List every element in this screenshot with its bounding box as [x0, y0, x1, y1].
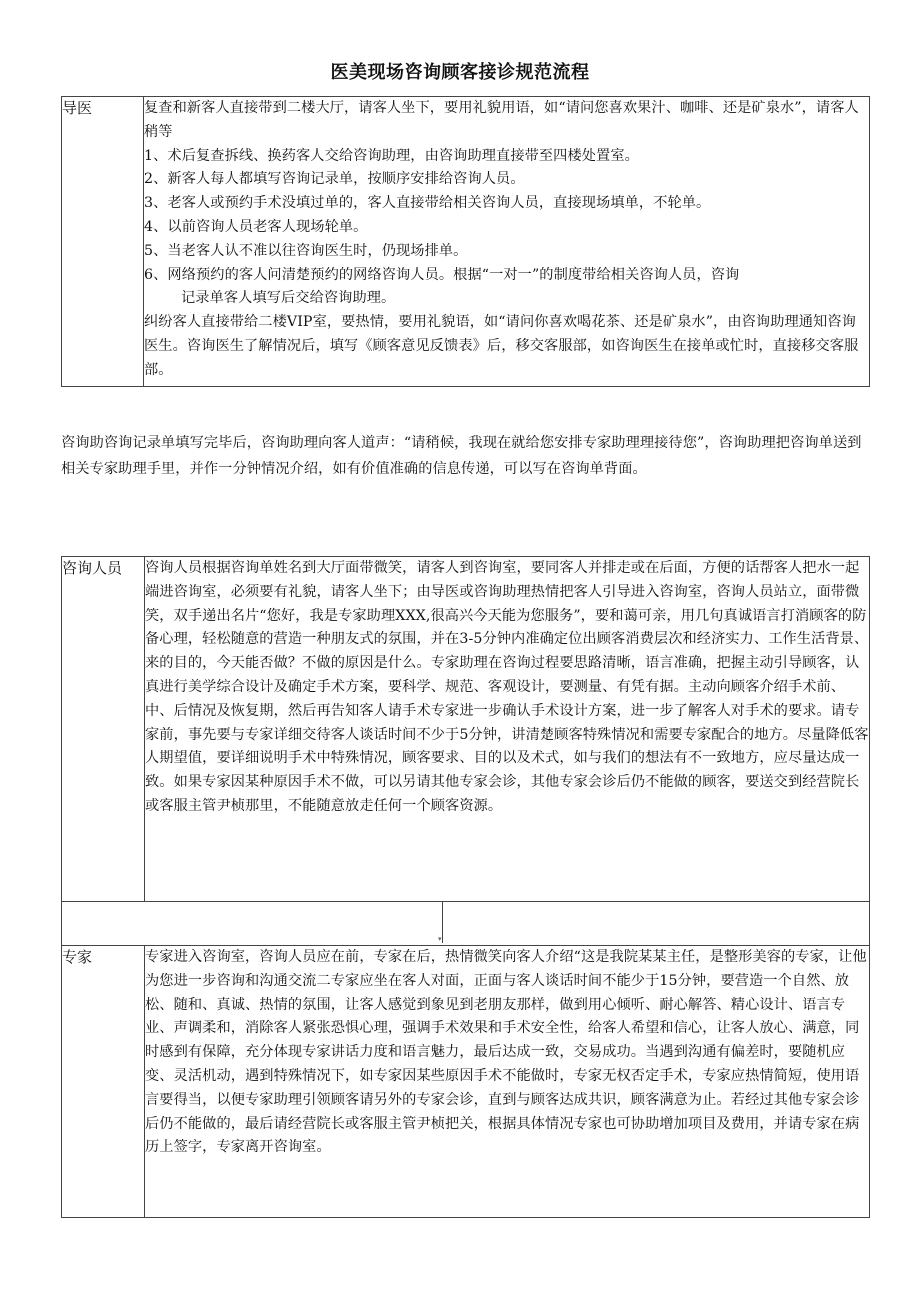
guide-content: [144, 97, 870, 387]
middle-paragraph: 咨询助咨询记录单填写完毕后，咨询助理向客人道声：“请稍候，我现在就给您安排专家助理理接待您”，咨询助理把咨询单送到相关专家助理手里，并作一分钟情况介绍，如有价值准确的信息传递，可以写在咨询单背面。: [61, 435, 862, 477]
arrow-mark-icon: ▾: [438, 935, 442, 943]
consultant-content: 咨询人员根据咨询单姓名到大厅面带微笑，请客人到咨询室，要同客人并排走或在后面，方便的话帮客人把水一起端进咨询室，必须要有礼貌，请客人坐下；由导医或咨询助理热情把客人引导进入咨询室，咨询人员站立，面带微笑，双手递出名片“您好，我是专家助理XXX,很高兴今天能为您服务”，要和蔼可亲，用几句真诚语言打消顾客的防备心理，轻松随意的营造一种朋友式的氛围，并在3-5分钟内准确定位出顾客消费层次和经济实力、工作生活背景、来的目的，今天能否做？不做的原因是什么。专家助理在咨询过程要思路清晰，语言准确，把握主动引导顾客，认真进行美学综合设计及确定手术方案，要科学、规范、客观设计，要测量、有凭有据。主动向顾客介绍手术前、中、后情况及恢复期，然后再告知客人请手术专家进一步确认手术设计方案，进一步了解客人对手术的要求。请专家前，事先要与专家详细交待客人谈话时间不少于5分钟，讲清楚顾客特殊情况和需要专家配合的地方。尽量降低客人期望值，要详细说明手术中特殊情况，顾客要求、目的以及术式，如与我们的想法有不一致地方，应尽量达成一致。如果专家因某种原因手术不做，可以另请其他专家会诊，其他专家会诊后仍不能做的顾客，要送交到经营院长或客服主管尹桢那里，不能随意放走任何一个顾客资源。: [145, 557, 870, 902]
consultant-label: 咨询人员: [62, 557, 145, 902]
guide-item: 2、新客人每人都填写咨询记录单，按顺序安排给咨询人员。: [144, 171, 525, 188]
guide-item: 6、网络预约的客人问清楚预约的网络咨询人员。根据“一对一”的制度带给相关咨询人员，咨询: [144, 266, 740, 283]
guide-item: 1、术后复查拆线、换药客人交给咨询助理，由咨询助理直接带至四楼处置室。: [144, 147, 639, 164]
guide-item-continued: 记录单客人填写后交给咨询助理。: [181, 290, 396, 307]
guide-table: [61, 96, 870, 387]
spacer-row: [62, 902, 870, 946]
document-title: 医美现场咨询顾客接诊规范流程: [330, 62, 590, 83]
consult-table: [61, 556, 870, 1218]
guide-dispute: 纠纷客人直接带给二楼VIP室，要热情，要用礼貌语，如“请问你喜欢喝花茶、还是矿泉水”，由咨询助理通知咨询医生。咨询医生了解情况后，填写《顾客意见反馈表》后，移交客服部，如咨询医生在接单或忙时，直接移交客服部。: [144, 314, 859, 378]
guide-item: 5、当老客人认不准以往咨询医生时，仍现场排单。: [144, 242, 468, 259]
guide-intro: 复查和新客人直接带到二楼大厅，请客人坐下，要用礼貌用语，如“请问您喜欢果汁、咖啡、还是矿泉水”，请客人稍等: [144, 100, 859, 140]
guide-item: 4、以前咨询人员老客人现场轮单。: [144, 218, 368, 235]
expert-content: 专家进入咨询室，咨询人员应在前，专家在后，热情微笑向客人介绍“这是我院某某主任，是整形美容的专家，让他为您进一步咨询和沟通交流二专家应坐在客人对面，正面与客人谈话时间不能少于15分钟，要营造一个自然、放松、随和、真诚、热情的氛围，让客人感觉到象见到老朋友那样，做到用心倾听、耐心解答、精心设计、语言专业、声调柔和，消除客人紧张恐惧心理，强调手术效果和手术安全性，给客人希望和信心，让客人放心、满意，同时感到有保障，充分体现专家讲话力度和语言魅力，最后达成一致，交易成功。当遇到沟通有偏差时，要随机应变、灵活机动，遇到特殊情况下，如专家因某些原因手术不能做时，专家无权否定手术，专家应热情简短，使用语言要得当，以便专家助理引领顾客请另外的专家会诊，直到与顾客达成共识，顾客满意为止。若经过其他专家会诊后仍不能做的，最后请经营院长或客服主管尹桢把关，根据具体情况专家也可协助增加项目及费用，并请专家在病历上签字，专家离开咨询室。: [145, 946, 870, 1218]
guide-label: 导医: [62, 97, 144, 387]
divider-line: [442, 901, 443, 943]
guide-item: 3、老客人或预约手术没填过单的，客人直接带给相关咨询人员，直接现场填单，不轮单。: [144, 195, 711, 212]
expert-label: 专家: [62, 946, 145, 1218]
